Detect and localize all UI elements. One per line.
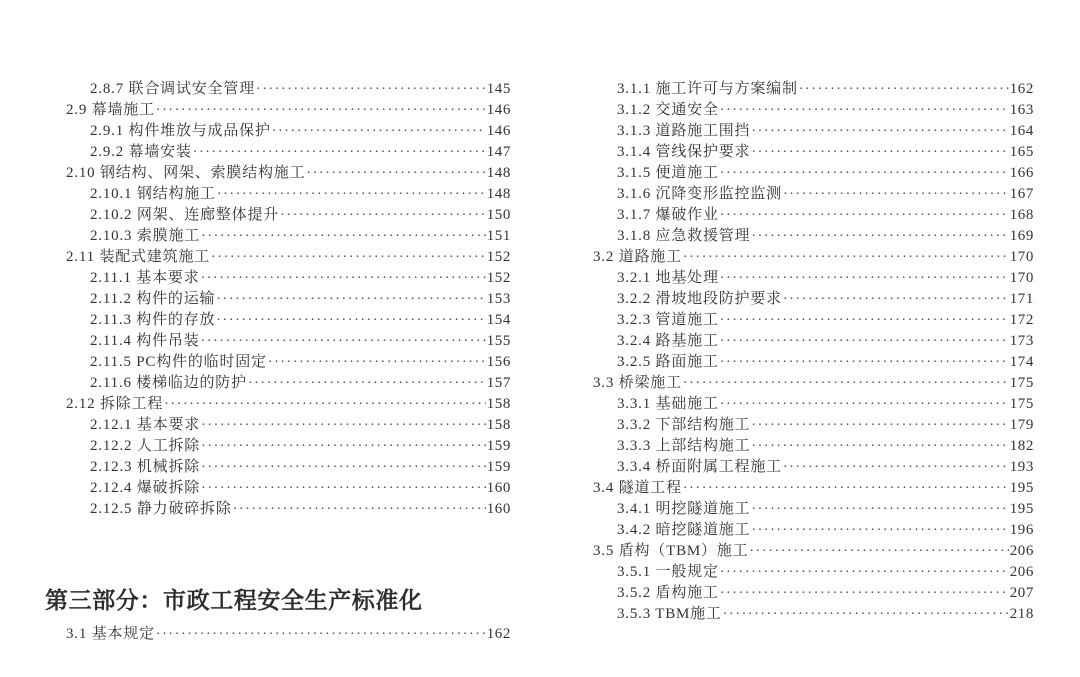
toc-entry [593,562,1034,583]
toc-entry-label: 3.1 基本规定 [66,626,155,642]
toc-entry-page-number: 153 [486,291,511,307]
toc-dot-leader [751,499,1008,520]
toc-entry-label: 3.2.1 地基处理 [617,270,719,286]
toc-dot-leader [268,352,486,373]
toc-dot-leader [193,142,486,163]
toc-entry-label: 3.3.1 基础施工 [617,396,719,412]
toc-entry-page-number: 171 [1009,291,1034,307]
toc-entry-label: 3.4.2 暗挖隧道施工 [617,522,751,538]
toc-entry-page-number: 172 [1009,312,1034,328]
toc-dot-leader [720,394,1009,415]
toc-entry-page-number: 160 [486,501,511,517]
toc-entry-label: 2.9 幕墙施工 [66,102,155,118]
toc-dot-leader [799,79,1009,100]
toc-entry-label: 3.1.5 便道施工 [617,165,719,181]
toc-dot-leader [683,478,1009,499]
toc-entry-page-number: 154 [486,312,511,328]
toc-dot-leader [211,247,486,268]
toc-entry [66,331,511,352]
toc-entry-page-number: 145 [486,81,511,97]
toc-entry [593,520,1034,541]
toc-dot-leader [201,457,486,478]
toc-entry [66,205,511,226]
toc-entry-label: 3.1.7 爆破作业 [617,207,719,223]
toc-entry-label: 3.2.5 路面施工 [617,354,719,370]
toc-dot-leader [201,268,486,289]
toc-entry-label: 2.11 装配式建筑施工 [66,249,211,265]
toc-entry [593,499,1034,520]
toc-dot-leader [720,163,1009,184]
toc-entry-label: 3.3.2 下部结构施工 [617,417,751,433]
toc-entry-page-number: 179 [1009,417,1034,433]
toc-entry-page-number: 160 [486,480,511,496]
toc-entry-page-number: 167 [1009,186,1034,202]
toc-entry [66,310,511,331]
toc-entry-page-number: 147 [486,144,511,160]
toc-dot-leader [164,394,485,415]
toc-entry [66,184,511,205]
toc-entry [593,415,1034,436]
toc-entry-page-number: 158 [486,417,511,433]
toc-entry [593,541,1034,562]
toc-entry-page-number: 166 [1009,165,1034,181]
toc-list-left [66,79,511,520]
toc-entry-page-number: 182 [1009,438,1034,454]
toc-entry-page-number: 156 [486,354,511,370]
toc-entry-label: 3.1.8 应急救援管理 [617,228,751,244]
toc-entry-label: 3.4.1 明挖隧道施工 [617,501,751,517]
toc-entry-label: 2.10.3 索膜施工 [90,228,201,244]
toc-entry-page-number: 164 [1009,123,1034,139]
toc-dot-leader [783,184,1009,205]
toc-entry-page-number: 157 [486,375,511,391]
toc-entry-label: 2.12.4 爆破拆除 [90,480,201,496]
toc-entry-label: 2.11.2 构件的运输 [90,291,216,307]
toc-dot-leader [248,373,486,394]
toc-entry-page-number: 207 [1009,585,1034,601]
toc-entry [66,268,511,289]
toc-entry-label: 3.1.3 道路施工围挡 [617,123,751,139]
toc-entry-page-number: 169 [1009,228,1034,244]
toc-entry-page-number: 146 [486,123,511,139]
toc-entry-page-number: 151 [486,228,511,244]
toc-entry-label: 2.12.5 静力破碎拆除 [90,501,232,517]
toc-entry [593,583,1034,604]
toc-dot-leader [306,163,485,184]
toc-entry [66,226,511,247]
toc-entry [593,352,1034,373]
toc-entry-label: 3.1.2 交通安全 [617,102,719,118]
toc-entry-page-number: 163 [1009,102,1034,118]
toc-entry [66,499,511,520]
toc-entry [593,604,1034,625]
toc-entry [593,331,1034,352]
toc-entry-label: 2.9.2 幕墙安装 [90,144,192,160]
toc-entry-page-number: 196 [1009,522,1034,538]
toc-dot-leader [280,205,486,226]
toc-entry-page-number: 170 [1009,249,1034,265]
toc-entry-label: 3.3.4 桥面附属工程施工 [617,459,782,475]
toc-entry [66,79,511,100]
toc-dot-leader [720,583,1009,604]
toc-entry-label: 3.2.3 管道施工 [617,312,719,328]
toc-entry [593,184,1034,205]
toc-entry-label: 2.9.1 构件堆放与成品保护 [90,123,271,139]
toc-entry [593,457,1034,478]
toc-entry [66,100,511,121]
toc-entry-page-number: 170 [1009,270,1034,286]
toc-dot-leader [751,436,1008,457]
toc-entry [593,79,1034,100]
toc-entry [593,373,1034,394]
toc-entry-label: 2.10 钢结构、网架、索膜结构施工 [66,165,306,181]
toc-dot-leader [233,499,486,520]
toc-entry [66,121,511,142]
toc-entry [66,289,511,310]
toc-entry-label: 2.12.1 基本要求 [90,417,201,433]
toc-entry-label: 2.11.1 基本要求 [90,270,200,286]
toc-entry-label: 2.11.5 PC构件的临时固定 [90,354,267,370]
toc-entry-label: 2.12.2 人工拆除 [90,438,201,454]
toc-entry [66,436,511,457]
toc-entry [593,394,1034,415]
toc-entry [66,373,511,394]
toc-entry-label: 3.5.3 TBM施工 [617,606,722,622]
toc-dot-leader [683,373,1009,394]
toc-entry-page-number: 173 [1009,333,1034,349]
toc-dot-leader [272,121,486,142]
toc-entry-page-number: 155 [486,333,511,349]
toc-dot-leader [720,352,1009,373]
toc-dot-leader [751,520,1008,541]
toc-entry [593,163,1034,184]
toc-right-column [593,79,1034,625]
toc-entry-page-number: 158 [486,396,511,412]
toc-entry-page-number: 148 [486,165,511,181]
toc-dot-leader [720,100,1009,121]
toc-entry-page-number: 146 [486,102,511,118]
toc-entry-page-number: 150 [486,207,511,223]
toc-dot-leader [751,121,1008,142]
toc-dot-leader [201,436,486,457]
toc-entry-label: 2.11.6 楼梯临边的防护 [90,375,247,391]
toc-entry-page-number: 168 [1009,207,1034,223]
toc-entry [593,205,1034,226]
toc-entry-label: 2.12.3 机械拆除 [90,459,201,475]
toc-entry-page-number: 206 [1009,564,1034,580]
toc-entry-label: 3.1.1 施工许可与方案编制 [617,81,798,97]
toc-entry [66,163,511,184]
toc-entry [66,142,511,163]
toc-entry-page-number: 175 [1009,396,1034,412]
toc-entry-page-number: 159 [486,459,511,475]
toc-entry [66,624,511,645]
toc-entry-page-number: 195 [1009,501,1034,517]
toc-dot-leader [156,100,486,121]
toc-entry [66,247,511,268]
toc-dot-leader [720,562,1009,583]
toc-dot-leader [720,310,1009,331]
toc-entry-label: 2.11.4 构件吊装 [90,333,200,349]
toc-entry-page-number: 162 [1009,81,1034,97]
toc-dot-leader [256,79,486,100]
toc-left-column [45,79,511,645]
toc-entry [593,478,1034,499]
toc-entry [593,310,1034,331]
toc-entry-page-number: 159 [486,438,511,454]
toc-list-left-below-heading [66,624,511,645]
toc-entry [593,226,1034,247]
toc-entry [66,352,511,373]
toc-dot-leader [201,415,486,436]
toc-dot-leader [201,478,486,499]
toc-dot-leader [720,331,1009,352]
toc-entry [66,415,511,436]
toc-entry [66,394,511,415]
toc-dot-leader [783,457,1009,478]
toc-dot-leader [720,205,1009,226]
toc-dot-leader [156,624,486,645]
toc-entry-page-number: 195 [1009,480,1034,496]
toc-entry-label: 3.3 桥梁施工 [593,375,682,391]
toc-list-right [593,79,1034,625]
toc-entry [593,100,1034,121]
toc-entry-label: 3.5.2 盾构施工 [617,585,719,601]
toc-entry-label: 2.10.1 钢结构施工 [90,186,216,202]
toc-entry-label: 3.2.2 滑坡地段防护要求 [617,291,782,307]
toc-dot-leader [201,331,486,352]
toc-dot-leader [201,226,486,247]
toc-entry [66,457,511,478]
toc-dot-leader [720,268,1009,289]
toc-entry [593,436,1034,457]
toc-entry-label: 3.4 隧道工程 [593,480,682,496]
toc-entry-page-number: 148 [486,186,511,202]
toc-entry [593,121,1034,142]
toc-entry-page-number: 165 [1009,144,1034,160]
toc-dot-leader [751,142,1008,163]
toc-entry-page-number: 174 [1009,354,1034,370]
toc-entry [593,142,1034,163]
toc-entry-page-number: 162 [486,626,511,642]
toc-entry-label: 3.1.4 管线保护要求 [617,144,751,160]
toc-entry-label: 3.3.3 上部结构施工 [617,438,751,454]
toc-entry-label: 3.5 盾构（TBM）施工 [593,543,749,559]
toc-entry [593,268,1034,289]
toc-entry-label: 2.11.3 构件的存放 [90,312,216,328]
toc-dot-leader [216,289,485,310]
toc-entry-label: 2.12 拆除工程 [66,396,164,412]
toc-entry-page-number: 152 [486,270,511,286]
toc-entry-page-number: 152 [486,249,511,265]
toc-entry-page-number: 175 [1009,375,1034,391]
toc-entry-label: 3.2.4 路基施工 [617,333,719,349]
toc-dot-leader [751,226,1008,247]
toc-dot-leader [783,289,1009,310]
toc-entry-label: 3.1.6 沉降变形监控监测 [617,186,782,202]
toc-entry-label: 2.10.2 网架、连廊整体提升 [90,207,280,223]
toc-dot-leader [217,184,486,205]
toc-dot-leader [749,541,1008,562]
toc-entry-page-number: 206 [1009,543,1034,559]
toc-entry-label: 3.5.1 一般规定 [617,564,719,580]
toc-dot-leader [683,247,1009,268]
toc-entry-label: 2.8.7 联合调试安全管理 [90,81,255,97]
toc-entry-page-number: 218 [1009,606,1034,622]
toc-dot-leader [216,310,485,331]
toc-entry [593,247,1034,268]
part3-section-heading: 第三部分：市政工程安全生产标准化 [45,588,423,613]
toc-entry [593,289,1034,310]
toc-entry-label: 3.2 道路施工 [593,249,682,265]
toc-dot-leader [751,415,1008,436]
toc-entry [66,478,511,499]
toc-dot-leader [723,604,1009,625]
toc-entry-page-number: 193 [1009,459,1034,475]
